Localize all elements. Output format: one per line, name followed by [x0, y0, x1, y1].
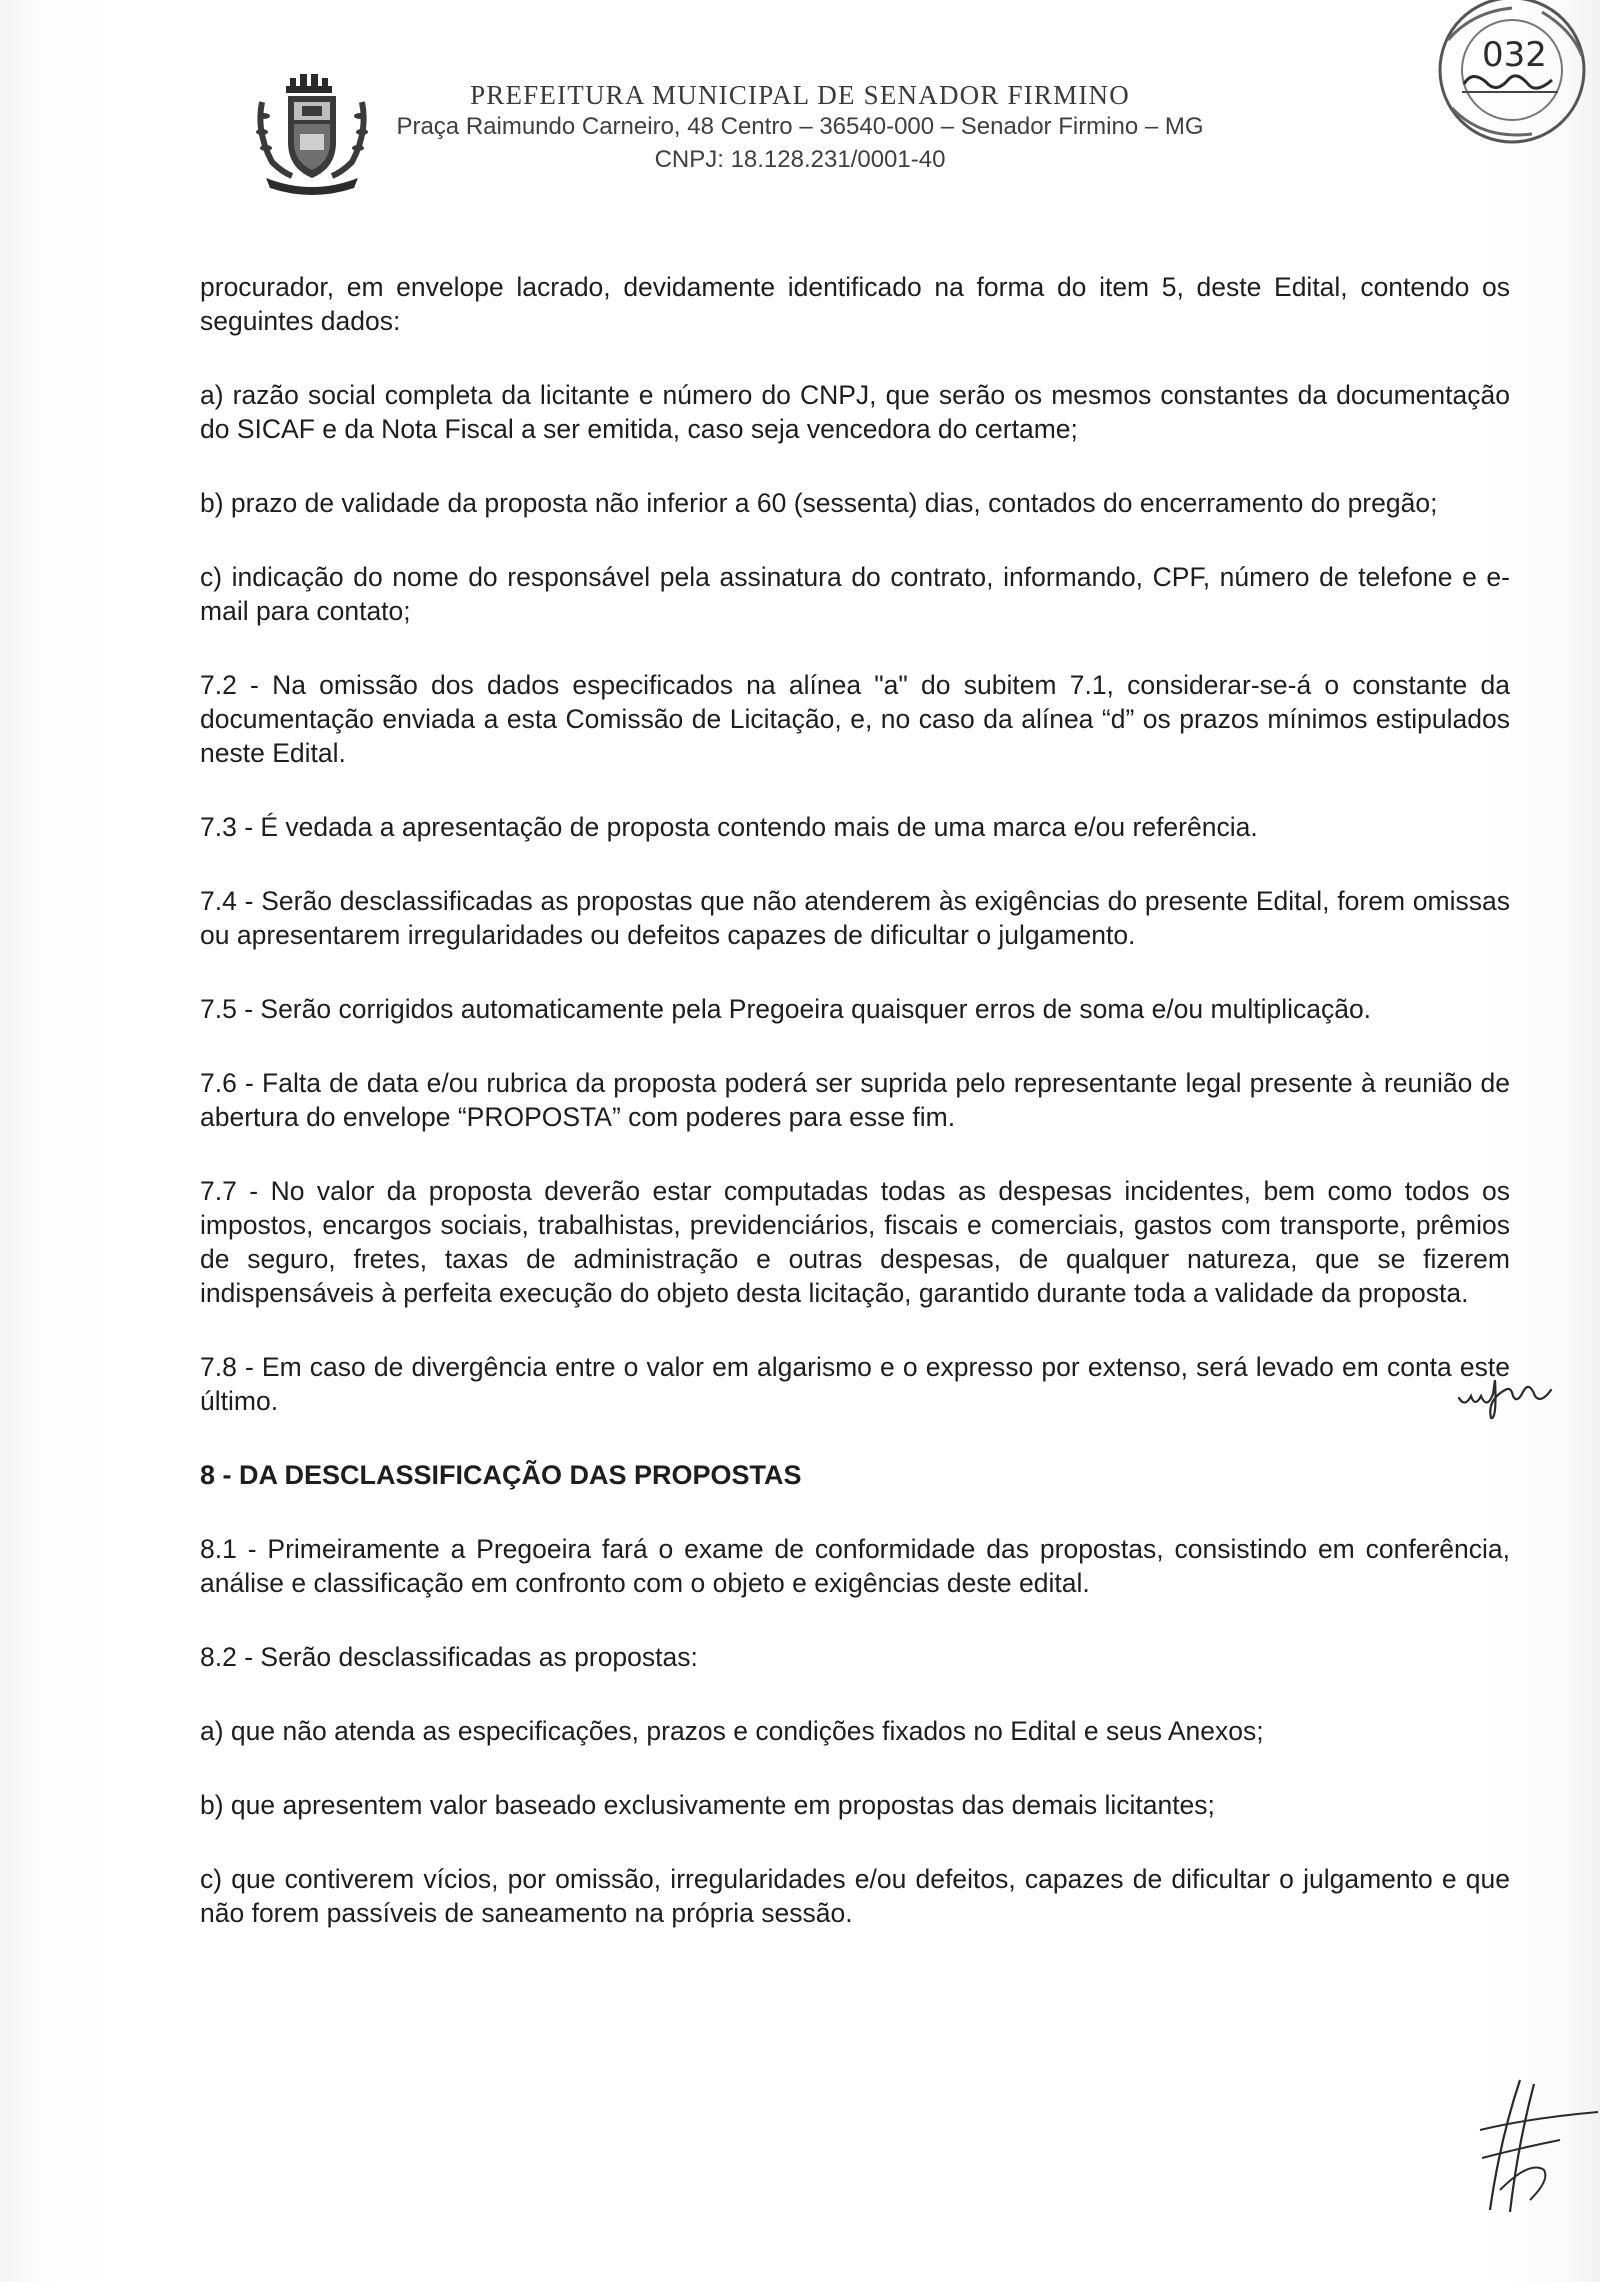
- letterhead-title: PREFEITURA MUNICIPAL DE SENADOR FIRMINO: [470, 80, 1130, 110]
- paragraph-8-2-a: a) que não atenda as especificações, prazos e condições fixados no Edital e seus Anexos;: [200, 1716, 1264, 1746]
- paragraph-8-2: 8.2 - Serão desclassificadas as propostas:: [200, 1642, 698, 1672]
- commission-page-stamp: [1412, 0, 1594, 160]
- paragraph-7-6: 7.6 - Falta de data e/ou rubrica da proposta poderá ser suprida pelo representante legal presente à reunião de abertura do envelope “PROPOSTA” com poderes para esse fim.: [200, 1068, 1510, 1132]
- paragraph-intro: procurador, em envelope lacrado, devidamente identificado na forma do item 5, deste Edital, contendo os seguintes dados:: [200, 272, 1510, 336]
- paragraph-8-1: 8.1 - Primeiramente a Pregoeira fará o exame de conformidade das propostas, consistindo em conferência, análise e classificação em confronto com o objeto e exigências deste edital.: [200, 1534, 1510, 1598]
- letterhead-address: Praça Raimundo Carneiro, 48 Centro – 36540-000 – Senador Firmino – MG: [396, 113, 1204, 140]
- letterhead-cnpj: CNPJ: 18.128.231/0001-40: [654, 146, 946, 173]
- paragraph-item-b: b) prazo de validade da proposta não inferior a 60 (sessenta) dias, contados do encerramento do pregão;: [200, 488, 1438, 518]
- paragraph-8-2-c: c) que contiverem vícios, por omissão, irregularidades e/ou defeitos, capazes de dificultar o julgamento e que não forem passíveis de saneamento na própria sessão.: [200, 1864, 1510, 1928]
- document-body: [200, 270, 1510, 1970]
- stamp-page-number: 032: [1482, 35, 1547, 75]
- section-heading-8: 8 - DA DESCLASSIFICAÇÃO DAS PROPOSTAS: [200, 1460, 802, 1490]
- paragraph-7-4: 7.4 - Serão desclassificadas as propostas que não atenderem às exigências do presente Edital, forem omissas ou apresentarem irregularidades ou defeitos capazes de dificultar o julgamento.: [200, 886, 1510, 950]
- paragraph-item-c: c) indicação do nome do responsável pela assinatura do contrato, informando, CPF, número de telefone e e-mail para contato;: [200, 562, 1510, 626]
- paragraph-7-5: 7.5 - Serão corrigidos automaticamente pela Pregoeira quaisquer erros de soma e/ou multiplicação.: [200, 994, 1372, 1024]
- paragraph-7-2: 7.2 - Na omissão dos dados especificados na alínea "a" do subitem 7.1, considerar-se-á o constante da documentação enviada a esta Comissão de Licitação, e, no caso da alínea “d” os prazos mínimos estipulados neste Edital.: [200, 670, 1510, 768]
- paragraph-item-a: a) razão social completa da licitante e número do CNPJ, que serão os mesmos constantes da documentação do SICAF e da Nota Fiscal a ser emitida, caso seja vencedora do certame;: [200, 380, 1510, 444]
- handwritten-signature: [1460, 2070, 1600, 2220]
- paragraph-8-2-b: b) que apresentem valor baseado exclusivamente em propostas das demais licitantes;: [200, 1790, 1215, 1820]
- handwritten-initials: [1455, 1360, 1565, 1420]
- paragraph-7-7: 7.7 - No valor da proposta deverão estar computadas todas as despesas incidentes, bem como todos os impostos, encargos sociais, trabalhistas, previdenciários, fiscais e comerciais, gastos com transporte, prêmios de seguro, fretes, taxas de administração e outras despesas, de qualquer natureza, que se fizerem indispensáveis à perfeita execução do objeto desta licitação, garantido durante toda a validade da proposta.: [200, 1176, 1510, 1308]
- paragraph-7-8: 7.8 - Em caso de divergência entre o valor em algarismo e o expresso por extenso, será levado em conta este último.: [200, 1352, 1510, 1416]
- paragraph-7-3: 7.3 - É vedada a apresentação de proposta contendo mais de uma marca e/ou referência.: [200, 812, 1258, 842]
